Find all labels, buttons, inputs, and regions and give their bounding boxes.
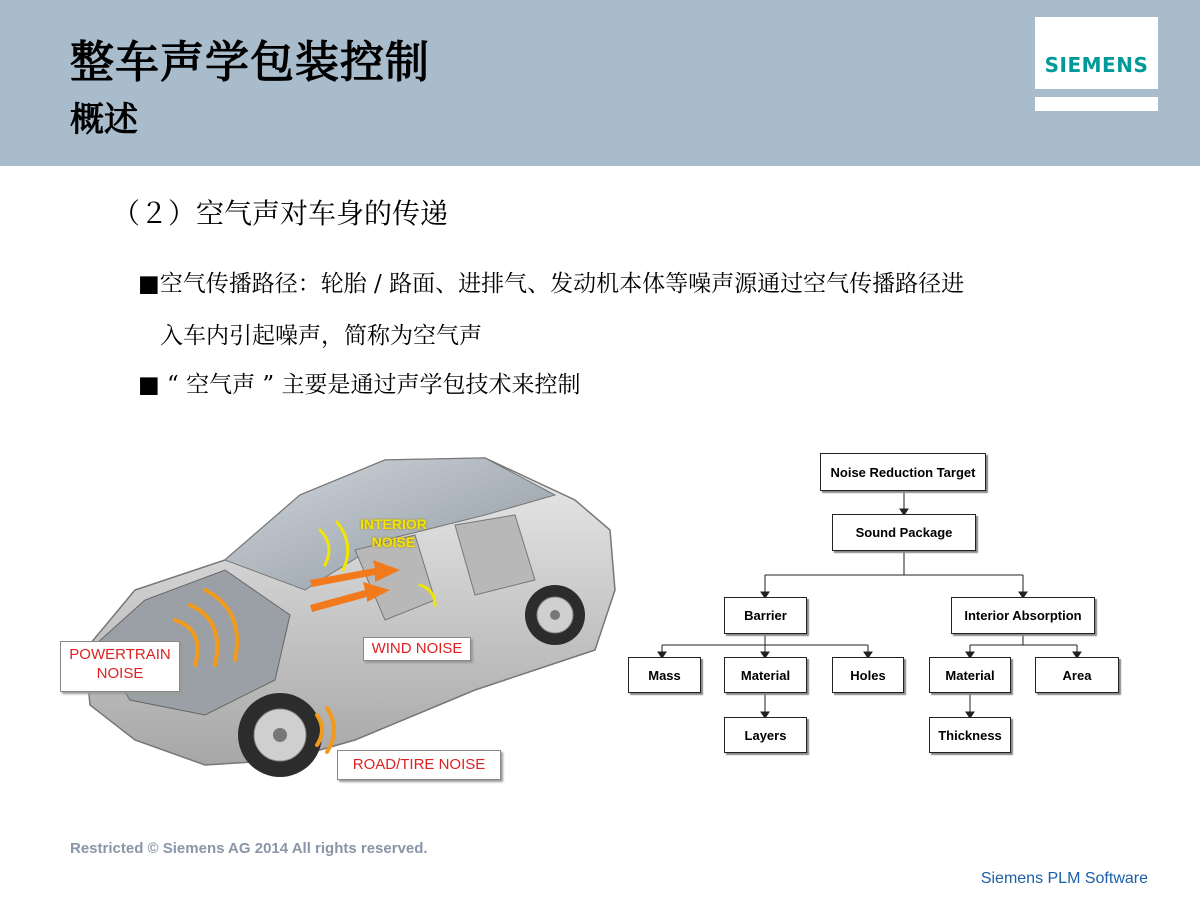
tree-node-interior-absorption: Interior Absorption (951, 597, 1095, 634)
tree-node-sound-package: Sound Package (832, 514, 976, 551)
copyright-notice: Restricted © Siemens AG 2014 All rights reserved. (70, 840, 428, 857)
wind-noise-callout: WIND NOISE (363, 637, 471, 661)
tree-node-layers: Layers (724, 717, 807, 753)
bullet-1-line-2: 入车内引起噪声，简称为空气声 (160, 323, 482, 349)
interior-noise-line-2: NOISE (371, 534, 416, 550)
front-wheel (238, 693, 322, 777)
powertrain-noise-callout (60, 641, 180, 692)
tree-node-barrier-material: Material (724, 657, 807, 693)
interior-noise-line-1: INTERIOR (360, 516, 427, 532)
powertrain-noise-line-1: POWERTRAIN (69, 646, 171, 663)
interior-noise-label (360, 515, 427, 551)
tree-node-mass: Mass (628, 657, 701, 693)
section-heading: （２）空气声对车身的传递 (112, 197, 449, 230)
road-tire-noise-callout: ROAD/TIRE NOISE (337, 750, 501, 780)
bullet-2 (138, 366, 581, 399)
bullet-1-line-1: 空气传播路径：轮胎 / 路面、进排气、发动机本体等噪声源通过空气传播路径进 (159, 271, 965, 297)
footer-brand: Siemens PLM Software (980, 870, 1148, 887)
car-noise-illustration (55, 440, 620, 795)
bullet-2-text: “ 空气声 ” 主要是通过声学包技术来控制 (167, 372, 581, 398)
bullet-marker: ■ (138, 271, 160, 297)
bullet-1 (138, 270, 964, 299)
slide-subtitle: 概述 (70, 100, 138, 140)
tree-node-thickness: Thickness (929, 717, 1011, 753)
tree-node-barrier: Barrier (724, 597, 807, 634)
tree-node-noise-reduction-target: Noise Reduction Target (820, 453, 986, 491)
logo-divider (1035, 89, 1158, 97)
slide-title: 整车声学包装控制 (70, 37, 430, 88)
powertrain-noise-line-2: NOISE (96, 665, 144, 682)
header-band (0, 0, 1200, 166)
siemens-logo (1035, 17, 1158, 111)
tree-node-absorption-material: Material (929, 657, 1011, 693)
tree-node-area: Area (1035, 657, 1119, 693)
logo-text: SIEMENS (1044, 53, 1149, 77)
bullet-marker: ■ (138, 372, 160, 398)
tree-node-holes: Holes (832, 657, 904, 693)
rear-wheel (525, 585, 585, 645)
